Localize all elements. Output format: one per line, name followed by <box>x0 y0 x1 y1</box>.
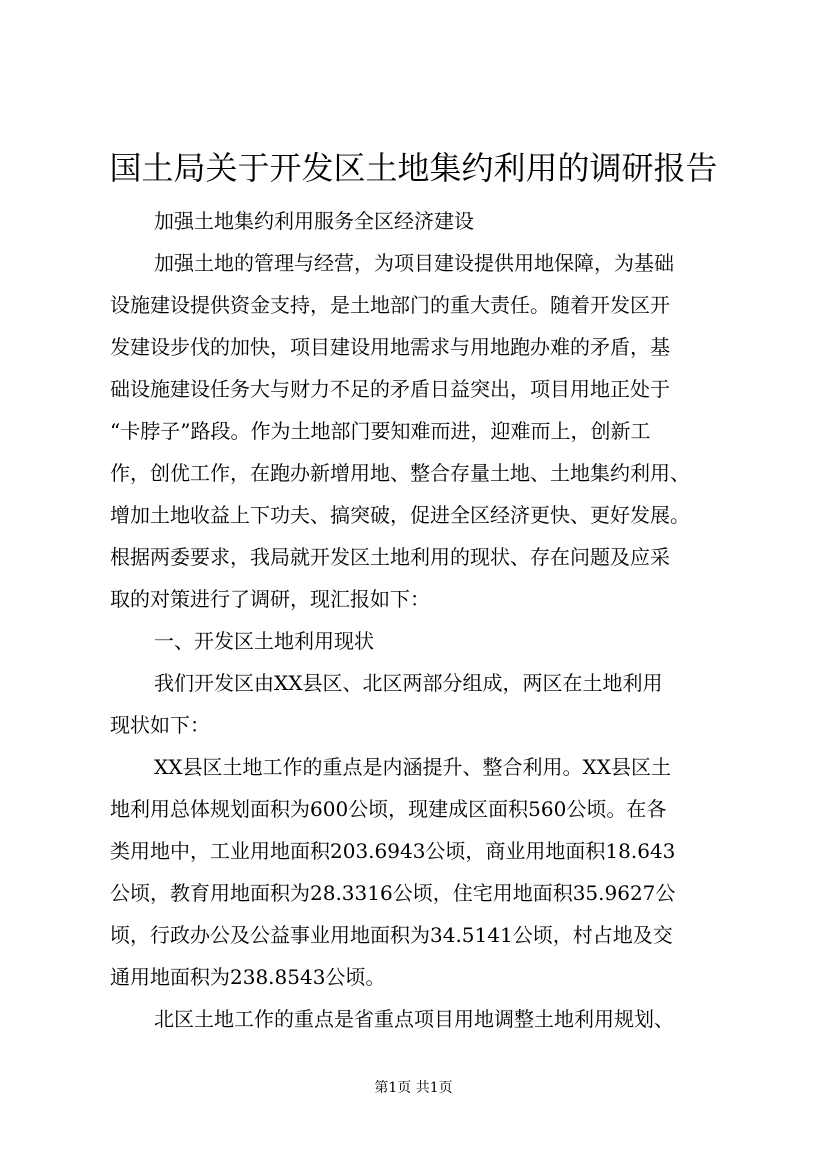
paragraph-line: XX县区土地工作的重点是内涵提升、整合利用。XX县区土 <box>154 755 671 779</box>
page-footer: 第1页 共1页 <box>374 1080 453 1096</box>
section-heading: 一、开发区土地利用现状 <box>154 629 374 653</box>
paragraph-line: 加强土地的管理与经营，为项目建设提供用地保障，为基础 <box>154 251 674 275</box>
paragraph-line: 我们开发区由XX县区、北区两部分组成，两区在土地利用 <box>154 671 663 695</box>
paragraph-line: 设施建设提供资金支持，是土地部门的重大责任。随着开发区开 <box>110 293 670 317</box>
paragraph-line: 础设施建设任务大与财力不足的矛盾日益突出，项目用地正处于 <box>110 377 670 401</box>
document-title: 国土局关于开发区土地集约利用的调研报告 <box>109 149 718 187</box>
paragraph-line: 北区土地工作的重点是省重点项目用地调整土地利用规划、 <box>154 1007 674 1031</box>
paragraph-line: 作，创优工作，在跑办新增用地、整合存量土地、土地集约利用、 <box>110 461 690 485</box>
paragraph-line: 根据两委要求，我局就开发区土地利用的现状、存在问题及应采 <box>110 545 670 569</box>
paragraph-line: 地利用总体规划面积为600公顷，现建成区面积560公顷。在各 <box>110 797 667 821</box>
paragraph-line: 增加土地收益上下功夫、搞突破，促进全区经济更快、更好发展。 <box>110 503 690 527</box>
paragraph-line: 顷，行政办公及公益事业用地面积为34.5141公顷，村占地及交 <box>110 923 673 947</box>
paragraph-line: 公顷，教育用地面积为28.3316公顷，住宅用地面积35.9627公 <box>110 881 676 905</box>
document-body <box>110 200 720 1040</box>
paragraph-line: 通用地面积为238.8543公顷。 <box>110 965 386 989</box>
paragraph-line: “卡脖子”路段。作为土地部门要知难而进，迎难而上，创新工 <box>110 419 651 443</box>
paragraph-line: 类用地中，工业用地面积203.6943公顷，商业用地面积18.643 <box>110 839 676 863</box>
paragraph-line: 发建设步伐的加快，项目建设用地需求与用地跑办难的矛盾，基 <box>110 335 670 359</box>
subtitle-line: 加强土地集约利用服务全区经济建设 <box>154 209 474 233</box>
paragraph-line: 取的对策进行了调研，现汇报如下： <box>110 587 430 611</box>
paragraph-line: 现状如下： <box>110 713 210 737</box>
